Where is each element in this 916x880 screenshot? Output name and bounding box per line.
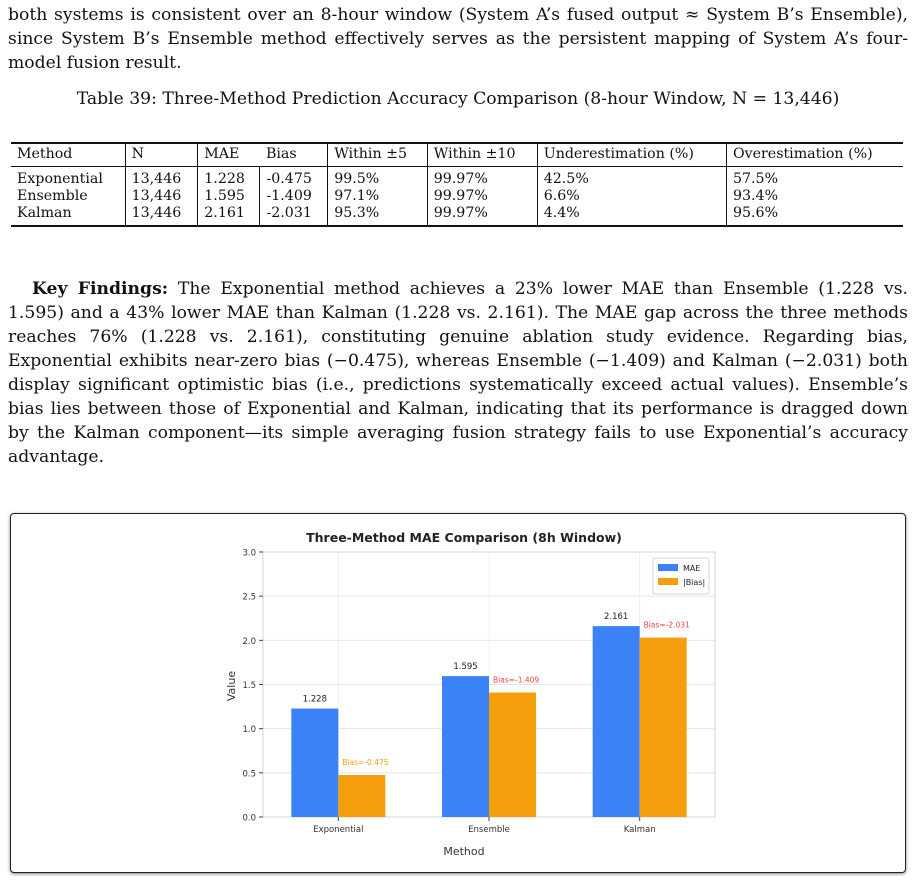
- mae-bar-chart: [11, 514, 905, 872]
- cell-bias: -0.475: [260, 167, 328, 189]
- cell-bias: -2.031: [260, 205, 328, 226]
- cell-n: 13,446: [125, 205, 198, 226]
- table-row: [11, 167, 903, 189]
- table-caption: Table 39: Three-Method Prediction Accuracy Comparison (8-hour Window, N = 13,446): [76, 89, 840, 109]
- header-underestimation: Underestimation (%): [537, 143, 726, 167]
- cell-n: 13,446: [125, 188, 198, 205]
- chart-figure: [10, 513, 906, 873]
- bias-data-label: Bias=-0.475: [342, 758, 389, 768]
- cell-mae: 1.595: [198, 188, 260, 205]
- header-bias: Bias: [260, 143, 328, 167]
- legend-box: [653, 558, 709, 594]
- cell-underestimation: 4.4%: [537, 205, 726, 226]
- cell-n: 13,446: [125, 167, 198, 189]
- x-tick-label: Exponential: [313, 825, 364, 835]
- findings-lead: Key Findings:: [32, 279, 169, 299]
- y-axis-label: Value: [225, 670, 238, 702]
- y-tick-label: 3.0: [242, 548, 256, 559]
- cell-mae: 1.228: [198, 167, 260, 189]
- mae-data-label: 1.595: [453, 662, 478, 673]
- findings-body: The Exponential method achieves a 23% lower MAE than Ensemble (1.228 vs. 1.595) and a 43% lower MAE than Kalman (1.228 vs. 2.161). The MAE gap across the three methods reaches 76% (1.228 vs. 2.161), constituting genuine ablation study evidence. Regarding bias, Exponential exhibits near-zero bias (−0.475), whereas Ensemble (−1.409) and Kalman (−2.031) both display significant optimistic bias (i.e., predictions systematically exceed actual values). Ensemble’s bias lies between those of Exponential and Kalman, indicating that its performance is dragged down by the Kalman component—its simple averaging fusion strategy fails to use Exponential’s accuracy advantage.: [8, 279, 908, 467]
- table-row: [11, 205, 903, 226]
- cell-bias: -1.409: [260, 188, 328, 205]
- header-within-10: Within ±10: [427, 143, 537, 167]
- cell-within-5: 95.3%: [328, 205, 428, 226]
- header-within-5: Within ±5: [328, 143, 428, 167]
- cell-overestimation: 95.6%: [726, 205, 903, 226]
- findings-paragraph: [8, 277, 908, 469]
- x-axis-label: Method: [443, 845, 485, 858]
- bar-bias: [338, 775, 385, 817]
- cell-within-10: 99.97%: [427, 188, 537, 205]
- header-overestimation: Overestimation (%): [726, 143, 903, 167]
- header-method: Method: [11, 143, 125, 167]
- cell-underestimation: 42.5%: [537, 167, 726, 189]
- chart-title: Three-Method MAE Comparison (8h Window): [306, 530, 622, 545]
- cell-method: Kalman: [11, 205, 125, 226]
- bar-mae: [593, 626, 640, 817]
- legend-swatch: [658, 578, 678, 585]
- legend-swatch: [658, 564, 678, 571]
- chart-legend: [653, 558, 709, 594]
- cell-within-10: 99.97%: [427, 205, 537, 226]
- cell-overestimation: 93.4%: [726, 188, 903, 205]
- results-table: [11, 142, 903, 227]
- bar-bias: [489, 693, 536, 817]
- legend-label: |Bias|: [683, 578, 706, 587]
- y-tick-label: 2.5: [242, 592, 256, 603]
- x-tick-label: Kalman: [623, 825, 656, 835]
- intro-paragraph: both systems is consistent over an 8-hour window (System A’s fused output ≈ System B’s Ensemble), since System B’s Ensemble method effectively serves as the persistent mapping of System A’s four-model fusion result.: [8, 5, 908, 73]
- header-mae: MAE: [198, 143, 260, 167]
- bias-data-label: Bias=-1.409: [493, 675, 540, 685]
- cell-within-10: 99.97%: [427, 167, 537, 189]
- cell-overestimation: 57.5%: [726, 167, 903, 189]
- y-tick-label: 0.0: [242, 813, 256, 824]
- cell-within-5: 99.5%: [328, 167, 428, 189]
- table-header-row: [11, 143, 903, 167]
- bar-mae: [442, 676, 489, 817]
- mae-data-label: 1.228: [302, 694, 328, 705]
- y-tick-label: 2.0: [242, 636, 256, 647]
- legend-label: MAE: [683, 564, 701, 573]
- y-tick-label: 1.5: [242, 681, 256, 691]
- x-tick-label: Ensemble: [468, 825, 510, 835]
- cell-within-5: 97.1%: [328, 188, 428, 205]
- cell-method: Exponential: [17, 171, 103, 187]
- bias-data-label: Bias=-2.031: [643, 620, 690, 630]
- table-row: [11, 188, 903, 205]
- cell-underestimation: 6.6%: [537, 188, 726, 205]
- y-tick-label: 1.0: [242, 725, 256, 736]
- header-n: N: [125, 143, 198, 167]
- bar-mae: [291, 709, 338, 817]
- bar-bias: [640, 638, 687, 817]
- mae-data-label: 2.161: [603, 612, 629, 623]
- cell-mae: 2.161: [198, 205, 260, 226]
- y-tick-label: 0.5: [242, 769, 256, 780]
- cell-method: Ensemble: [17, 188, 88, 204]
